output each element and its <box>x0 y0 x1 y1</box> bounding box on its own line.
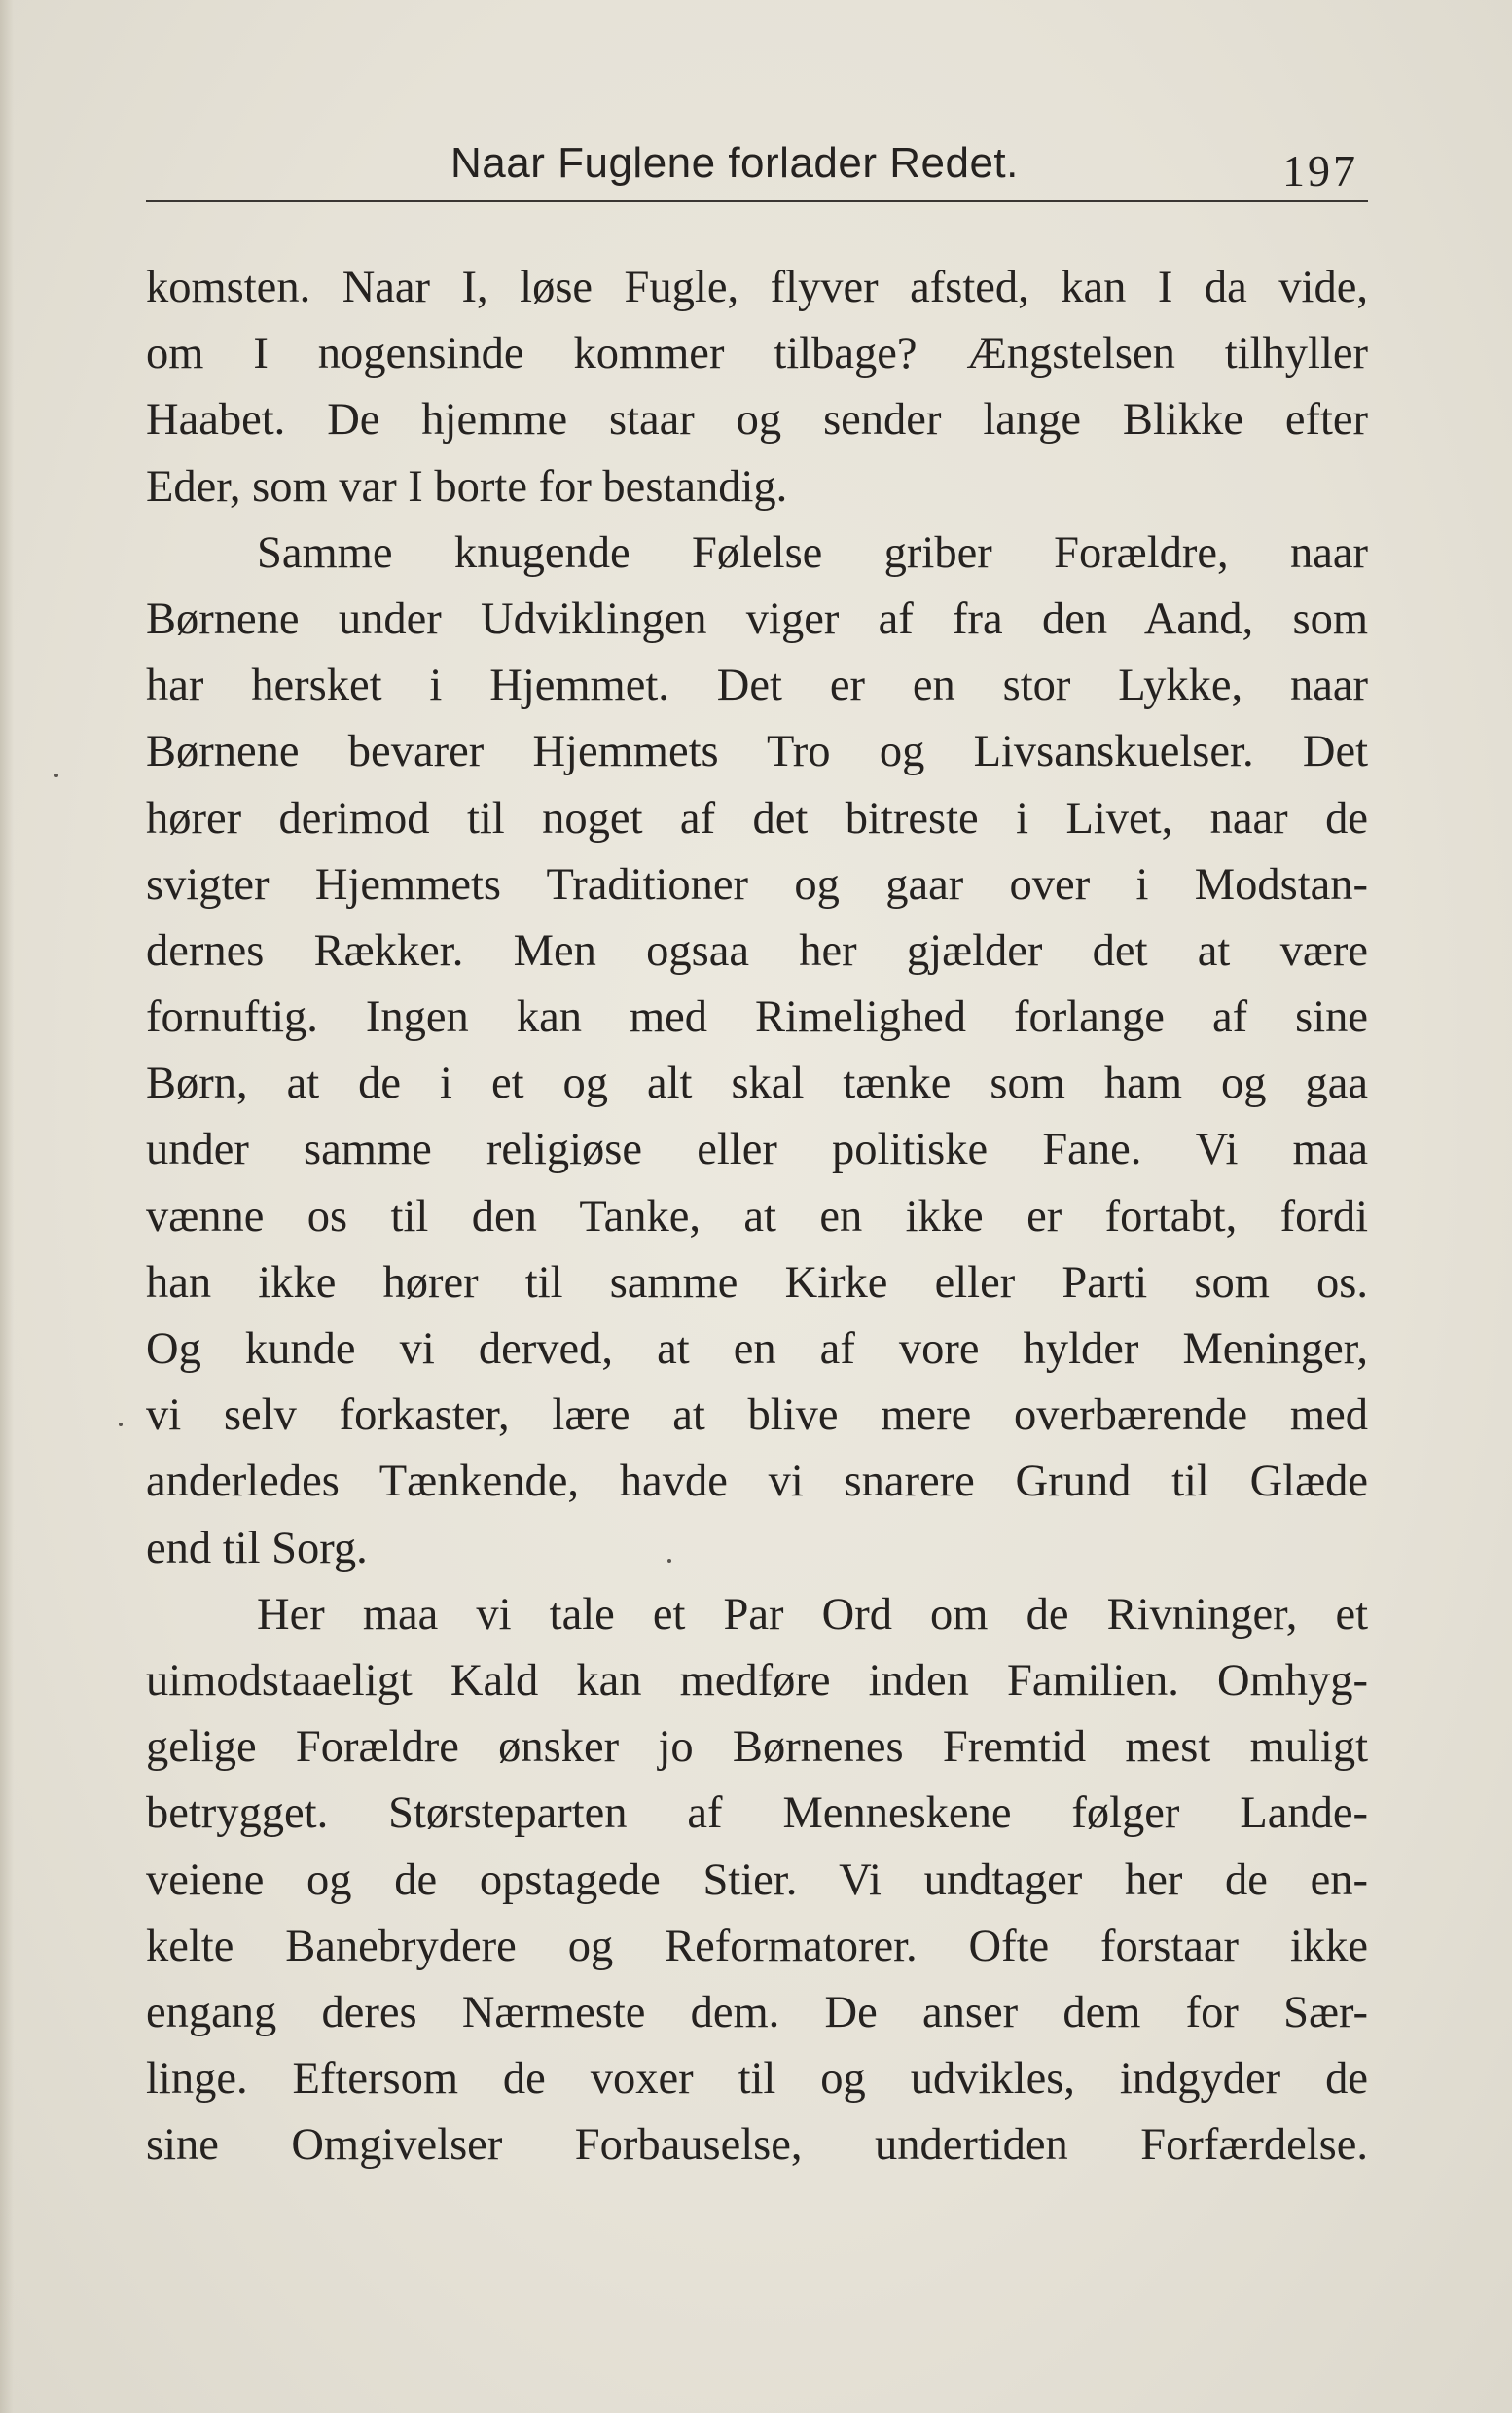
text-line: engang deres Nærmeste dem. De anser dem for Sær- <box>146 1987 1368 2037</box>
paragraph-first-line: Samme knugende Følelse griber Forældre, naar <box>257 527 1368 578</box>
text-line: svigter Hjemmets Traditioner og gaar over i Modstan- <box>146 859 1368 910</box>
text-line: Eder, som var I borte for bestandig. <box>146 461 788 512</box>
page-number: 197 <box>1282 146 1358 196</box>
text-line: Børn, at de i et og alt skal tænke som ham og gaa <box>146 1059 1368 1109</box>
paragraph-first-line: Her maa vi tale et Par Ord om de Rivninger, et <box>257 1589 1368 1639</box>
text-line: veiene og de opstagede Stier. Vi undtager her de en- <box>146 1855 1368 1905</box>
text-line: hører derimod til noget af det bitreste i Livet, naar de <box>146 793 1368 844</box>
text-line: dernes Rækker. Men ogsaa her gjælder det at være <box>146 925 1368 976</box>
text-line: Børnene bevarer Hjemmets Tro og Livsanskuelser. Det <box>146 727 1368 777</box>
text-line: sine Omgivelser Forbauselse, undertiden Forfærdelse. <box>146 2120 1368 2171</box>
text-line: linge. Eftersom de voxer til og udvikles, indgyder de <box>146 2054 1368 2105</box>
text-line: end til Sorg. <box>146 1523 368 1573</box>
text-line: om I nogensinde kommer tilbage? Ængstelsen tilhyller <box>146 329 1368 379</box>
text-line: betrygget. Størsteparten af Menneskene følger Lande- <box>146 1788 1368 1839</box>
print-speck <box>119 1423 123 1426</box>
text-line: uimodstaaeligt Kald kan medføre inden Familien. Omhyg- <box>146 1655 1368 1706</box>
text-line: Og kunde vi derved, at en af vore hylder Meninger, <box>146 1324 1368 1374</box>
page-header <box>146 134 1368 202</box>
text-line: har hersket i Hjemmet. Det er en stor Lykke, naar <box>146 661 1368 711</box>
running-title: Naar Fuglene forlader Redet. <box>450 139 1019 187</box>
text-line: kelte Banebrydere og Reformatorer. Ofte forstaar ikke <box>146 1921 1368 1971</box>
page-edge-shadow <box>0 0 14 2413</box>
text-line: vænne os til den Tanke, at en ikke er fortabt, fordi <box>146 1191 1368 1242</box>
text-line: gelige Forældre ønsker jo Børnenes Fremtid mest muligt <box>146 1722 1368 1773</box>
body-text <box>146 255 1368 2179</box>
text-line: vi selv forkaster, lære at blive mere overbærende med <box>146 1390 1368 1441</box>
text-line: Børnene under Udviklingen viger af fra den Aand, som <box>146 594 1368 644</box>
text-line: under samme religiøse eller politiske Fane. Vi maa <box>146 1125 1368 1175</box>
text-line: komsten. Naar I, løse Fugle, flyver afsted, kan I da vide, <box>146 263 1368 312</box>
text-line: han ikke hører til samme Kirke eller Parti som os. <box>146 1257 1368 1308</box>
text-line: Haabet. De hjemme staar og sender lange Blikke efter <box>146 395 1368 446</box>
text-line: fornuftig. Ingen kan med Rimelighed forlange af sine <box>146 992 1368 1043</box>
print-speck <box>54 774 58 777</box>
text-line: anderledes Tænkende, havde vi snarere Grund til Glæde <box>146 1457 1368 1507</box>
